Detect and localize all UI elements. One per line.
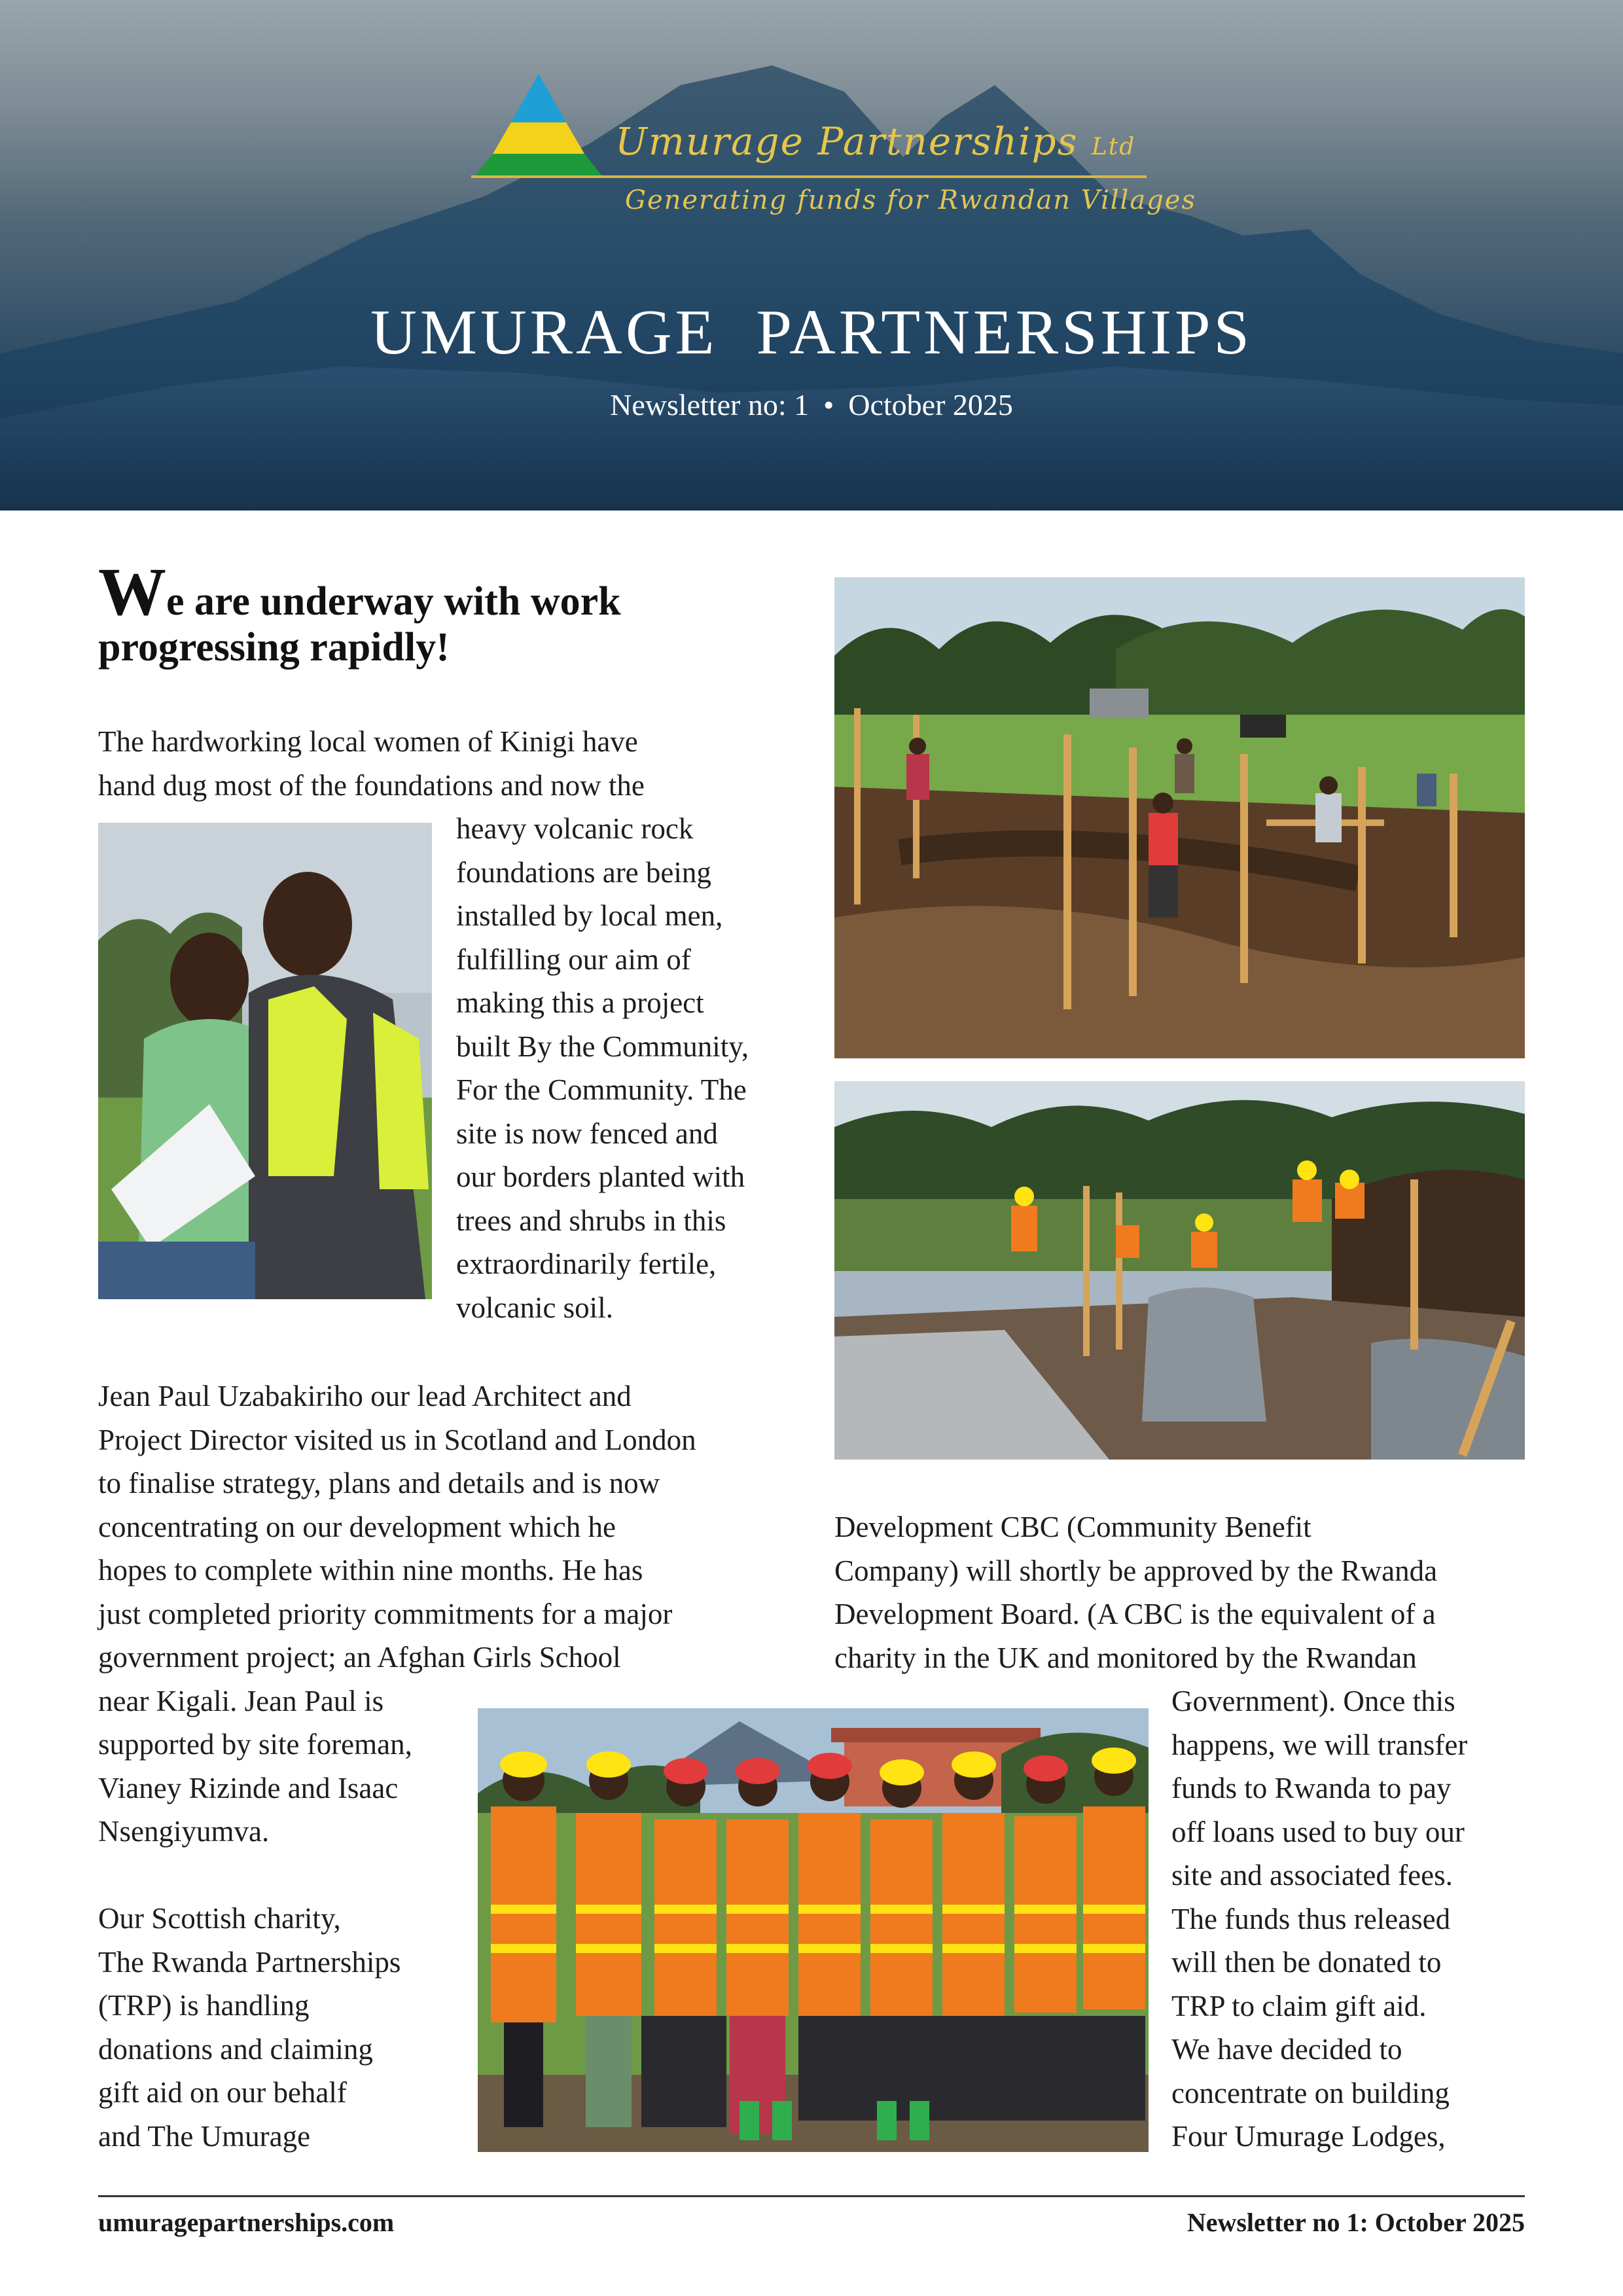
text-line: near Kigali. Jean Paul is bbox=[98, 1684, 384, 1717]
headline-initial: W bbox=[98, 554, 166, 630]
text-line: supported by site foreman, bbox=[98, 1728, 412, 1761]
text-line: Nsengiyumva. bbox=[98, 1815, 270, 1848]
text-line: our borders planted with bbox=[456, 1160, 745, 1193]
headline-line-2: progressing rapidly! bbox=[98, 625, 450, 670]
text-line: to finalise strategy, plans and details and is now bbox=[98, 1467, 660, 1499]
text-line: hopes to complete within nine months. He has bbox=[98, 1554, 643, 1587]
text-line: Four Umurage Lodges, bbox=[1171, 2120, 1446, 2153]
photo-team-group-hivis bbox=[478, 1708, 1149, 2152]
text-line: TRP to claim gift aid. bbox=[1171, 1989, 1427, 2022]
text-line: hand dug most of the foundations and now the bbox=[98, 768, 645, 802]
text-line: built By the Community, bbox=[456, 1030, 749, 1063]
text-line: site and associated fees. bbox=[1171, 1859, 1453, 1892]
text-line: funds to Rwanda to pay bbox=[1171, 1772, 1452, 1804]
paragraph-1-wrap bbox=[456, 807, 749, 1329]
brand-name: Umurage Partnerships Ltd bbox=[615, 119, 1136, 164]
footer-divider bbox=[98, 2195, 1525, 2197]
text-line: fulfilling our aim of bbox=[456, 942, 691, 976]
text-line: donations and claiming bbox=[98, 2032, 373, 2066]
issue-number: Newsletter no: 1 bbox=[610, 388, 810, 422]
text-line: Company) will shortly be approved by the Rwanda bbox=[834, 1554, 1438, 1587]
text-line: off loans used to buy our bbox=[1171, 1815, 1465, 1848]
brand-suffix: Ltd bbox=[1091, 134, 1136, 160]
headline-line-1: e are underway with work bbox=[166, 579, 621, 624]
text-line: concentrate on building bbox=[1171, 2076, 1450, 2109]
text-line: heavy volcanic rock bbox=[456, 812, 694, 845]
text-line: installed by local men, bbox=[456, 899, 723, 932]
brand-divider bbox=[471, 175, 1147, 178]
photo-rock-foundations-workers bbox=[834, 1081, 1525, 1460]
text-line: Jean Paul Uzabakiriho our lead Architect and bbox=[98, 1380, 632, 1412]
text-line: volcanic soil. bbox=[456, 1291, 613, 1324]
issue-separator: • bbox=[823, 388, 834, 422]
text-line: government project; an Afghan Girls School bbox=[98, 1641, 621, 1674]
text-line: Our Scottish charity, bbox=[98, 1902, 341, 1935]
newsletter-masthead: UMURAGE PARTNERSHIPS bbox=[370, 297, 1253, 368]
paragraph-1-intro bbox=[98, 720, 645, 807]
text-line: making this a project bbox=[456, 986, 704, 1019]
text-line: The funds thus released bbox=[1171, 1902, 1451, 1935]
paragraph-3-charity bbox=[98, 1897, 401, 2158]
paragraph-4-cbc-top bbox=[834, 1505, 1437, 1679]
text-line: site is now fenced and bbox=[456, 1117, 718, 1150]
article-headline bbox=[98, 554, 792, 670]
mountain-backdrop-image bbox=[0, 0, 1623, 511]
text-line: will then be donated to bbox=[1171, 1946, 1442, 1979]
text-line: Government). Once this bbox=[1171, 1685, 1455, 1717]
footer-website-link[interactable]: umuragepartnerships.com bbox=[98, 2208, 395, 2237]
text-line: charity in the UK and monitored by the Rwandan bbox=[834, 1641, 1417, 1674]
text-line: foundations are being bbox=[456, 855, 711, 889]
text-line: Project Director visited us in Scotland and London bbox=[98, 1423, 696, 1456]
text-line: The hardworking local women of Kinigi have bbox=[98, 725, 638, 758]
text-line: Development CBC (Community Benefit bbox=[834, 1511, 1311, 1543]
text-line: trees and shrubs in this bbox=[456, 1204, 726, 1237]
text-line: Vianey Rizinde and Isaac bbox=[98, 1771, 399, 1804]
text-line: The Rwanda Partnerships bbox=[98, 1945, 401, 1979]
text-line: (TRP) is handling bbox=[98, 1989, 310, 2022]
text-line: For the Community. The bbox=[456, 1073, 747, 1106]
photo-women-digging-foundations bbox=[834, 577, 1525, 1058]
paragraph-4-cbc-wrap bbox=[1171, 1679, 1467, 2159]
text-line: We have decided to bbox=[1171, 2033, 1402, 2066]
text-line: gift aid on our behalf bbox=[98, 2076, 347, 2109]
text-line: extraordinarily fertile, bbox=[456, 1247, 717, 1280]
brand-tagline: Generating funds for Rwandan Villages bbox=[625, 185, 1196, 215]
text-line: concentrating on our development which he bbox=[98, 1510, 616, 1543]
text-line: and The Umurage bbox=[98, 2119, 311, 2153]
logo-triangle-icon bbox=[468, 69, 609, 180]
photo-architect-clipboard bbox=[98, 823, 432, 1299]
footer-issue-label: Newsletter no 1: October 2025 bbox=[1186, 2208, 1525, 2237]
issue-line bbox=[0, 387, 1623, 422]
text-line: happens, we will transfer bbox=[1171, 1728, 1468, 1761]
text-line: just completed priority commitments for a major bbox=[98, 1597, 673, 1630]
header-banner bbox=[0, 0, 1623, 511]
issue-date: October 2025 bbox=[848, 388, 1013, 422]
text-line: Development Board. (A CBC is the equivalent of a bbox=[834, 1598, 1436, 1630]
